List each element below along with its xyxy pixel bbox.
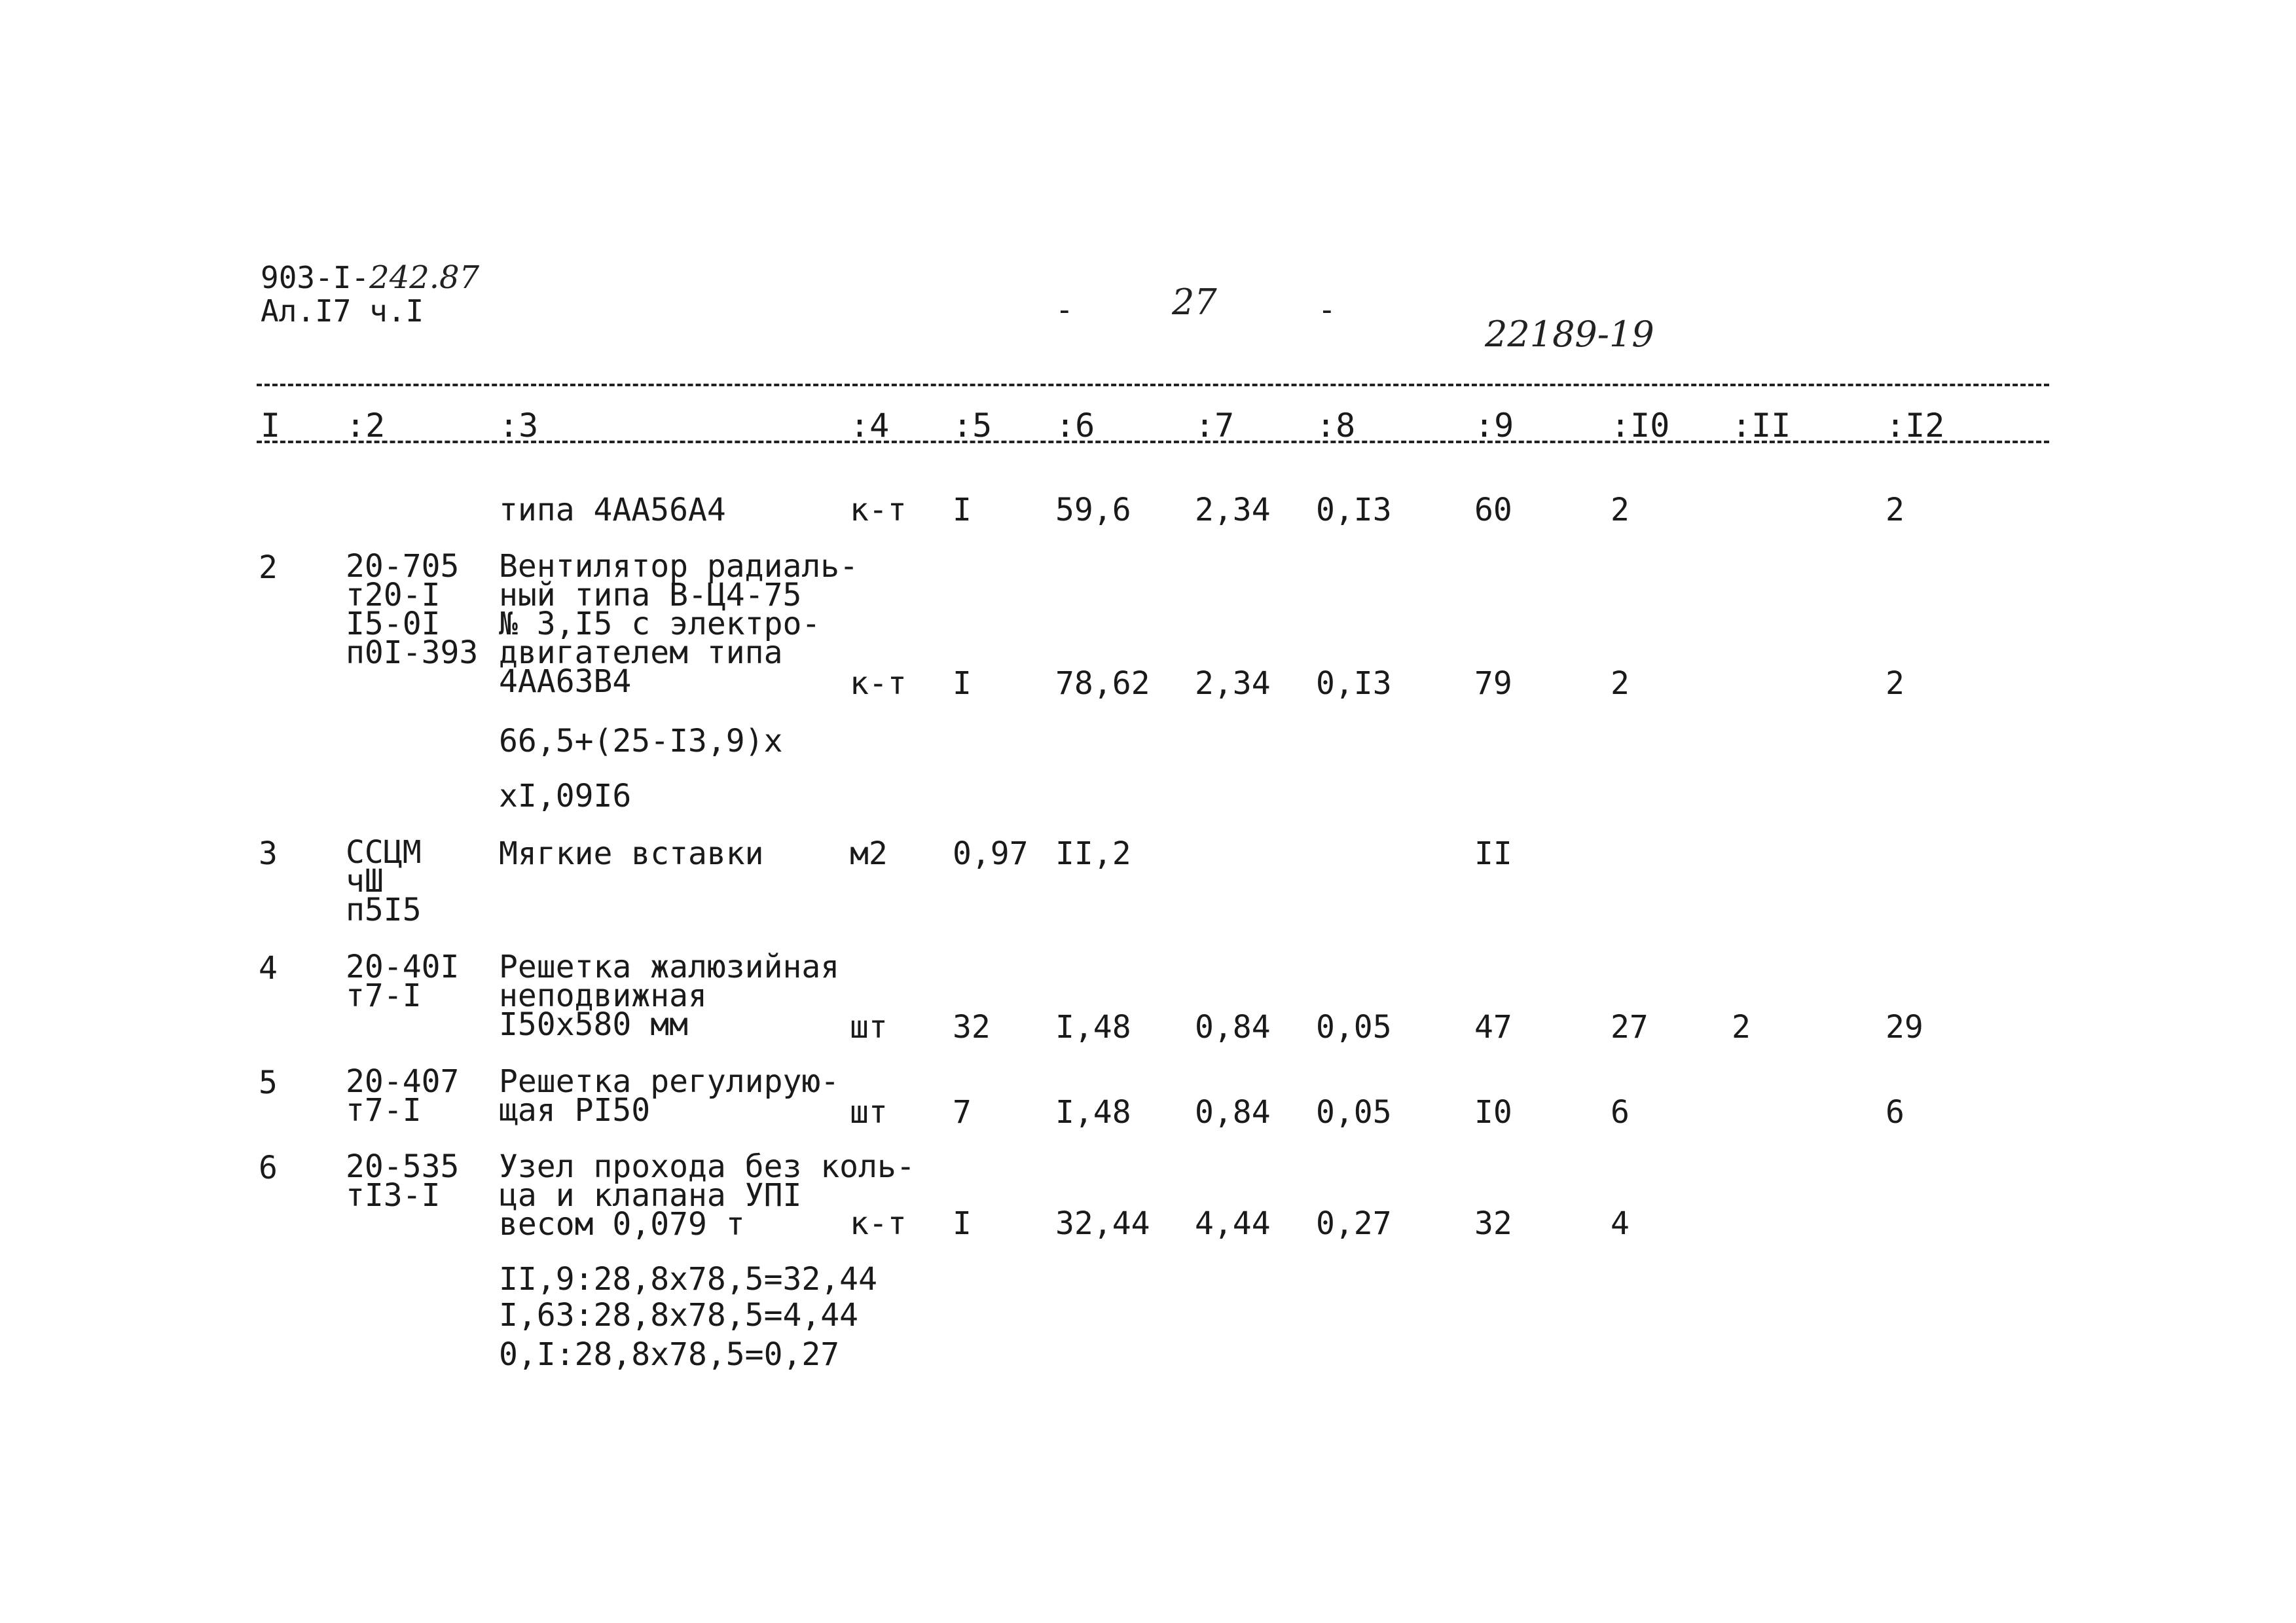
row-unit: шт [850,1094,888,1131]
row-code-line: 20-535 [346,1148,460,1185]
row-code-line: I5-0I [346,606,441,642]
row-description-line: Мягкие вставки [499,835,764,872]
row-col6: 32,44 [1055,1205,1150,1242]
row-col9: 79 [1474,665,1512,702]
row-code-line: 20-40I [346,949,460,985]
row-description-line: весом 0,079 т [499,1206,745,1243]
row-description-line: ный типа В-Ц4-75 [499,577,802,613]
row-col12: 2 [1886,665,1904,702]
row-code [346,1063,460,1129]
row-description-line: № 3,I5 с электро- [499,606,821,642]
row-col7: 2,34 [1195,492,1271,528]
row-code [346,949,460,1014]
col-header-1: I [261,407,281,445]
album-label: Ал.I7 ч.I [261,293,424,329]
document-code [261,259,480,296]
row-code [346,834,422,928]
row-number: 5 [259,1065,278,1101]
row-col10: 4 [1611,1205,1630,1242]
row-col6: 59,6 [1055,492,1131,528]
row-description-line: щая РI50 [499,1092,651,1129]
row-unit: к-т [850,665,907,702]
row-quantity: I [953,1205,972,1242]
row-col12: 29 [1886,1009,1923,1046]
row-description-line: Вентилятор радиаль- [499,548,859,585]
row-col10: 2 [1611,492,1630,528]
row-code-line: п5I5 [346,892,422,928]
col-header-10: :I0 [1611,407,1670,445]
row-quantity: I [953,492,972,528]
row-code [346,1148,460,1214]
row-col8: 0,27 [1316,1205,1392,1242]
page-number: 27 [1172,282,1217,323]
row-col8: 0,05 [1316,1009,1392,1046]
col-header-11: :II [1732,407,1791,445]
col-header-2: :2 [346,407,386,445]
col-header-8: :8 [1316,407,1356,445]
row-col7: 0,84 [1195,1009,1271,1046]
row-number: 4 [259,950,278,987]
row-quantity: I [953,665,972,702]
row-col9: 47 [1474,1009,1512,1046]
row-code-line: ССЦМ [346,834,422,871]
row-quantity: 7 [953,1094,972,1131]
col-header-7: :7 [1195,407,1235,445]
row-col6: I,48 [1055,1009,1131,1046]
row-code-line: т7-I [346,1092,422,1129]
row-calculation-line: II,9:28,8х78,5=32,44 [499,1261,877,1298]
header-top-rule [257,384,2049,386]
row-description-line: 4АА63В4 [499,663,632,700]
col-header-6: :6 [1055,407,1095,445]
row-description-line: Решетка жалюзийная [499,949,840,985]
row-unit: шт [850,1009,888,1046]
row-col10: 2 [1611,665,1630,702]
document-code-handwritten: 242.87 [369,259,480,296]
row-description-line: неподвижная [499,977,707,1014]
row-calculation-line: 66,5+(25-I3,9)х [499,723,783,759]
row-code [346,548,479,671]
row-quantity: 0,97 [953,835,1029,872]
page-dash-right: - [1318,292,1336,327]
row-col7: 4,44 [1195,1205,1271,1242]
row-col12: 6 [1886,1094,1904,1131]
row-col6: 78,62 [1055,665,1150,702]
row-col9: II [1474,835,1512,872]
document-code-printed: 903-I- [261,260,370,295]
row-col11: 2 [1732,1009,1751,1046]
row-description [499,949,840,1043]
row-unit: к-т [850,492,907,528]
row-number: 2 [259,549,278,586]
row-description-line: ца и клапана УПI [499,1177,802,1214]
row-col10: 27 [1611,1009,1649,1046]
col-header-5: :5 [953,407,993,445]
row-description-line: типа 4АА56А4 [499,492,726,528]
row-number: 6 [259,1150,278,1186]
row-code-line: т20-I [346,577,441,613]
inventory-number: 22189-19 [1485,314,1654,355]
row-code-line: чШ [346,863,384,900]
row-description [499,1063,840,1129]
row-code-line: 20-407 [346,1063,460,1100]
row-col9: 32 [1474,1205,1512,1242]
row-col7: 0,84 [1195,1094,1271,1131]
row-description-line: Решетка регулирую- [499,1063,840,1100]
row-code-line: т7-I [346,977,422,1014]
row-description [499,548,859,700]
row-col9: 60 [1474,492,1512,528]
row-col6: I,48 [1055,1094,1131,1131]
row-description-line: Узел прохода без коль- [499,1148,915,1185]
row-description-line: I50х580 мм [499,1006,688,1043]
row-col9: I0 [1474,1094,1512,1131]
row-col8: 0,05 [1316,1094,1392,1131]
row-col10: 6 [1611,1094,1630,1131]
row-unit: к-т [850,1205,907,1242]
row-col6: II,2 [1055,835,1131,872]
row-description-line: двигателем типа [499,634,783,671]
row-code-line: 20-705 [346,548,460,585]
row-col8: 0,I3 [1316,665,1392,702]
page-dash-left: - [1055,292,1074,327]
row-code-line: тI3-I [346,1177,441,1214]
row-unit: м2 [850,835,888,872]
row-code-line: п0I-393 [346,634,479,671]
col-header-9: :9 [1474,407,1514,445]
row-col8: 0,I3 [1316,492,1392,528]
col-header-12: :I2 [1886,407,1945,445]
row-col12: 2 [1886,492,1904,528]
row-quantity: 32 [953,1009,991,1046]
col-header-4: :4 [850,407,890,445]
row-number: 3 [259,835,278,872]
row-calculation-line: 0,I:28,8х78,5=0,27 [499,1336,840,1373]
col-header-3: :3 [499,407,539,445]
row-calculation-line: I,63:28,8х78,5=4,44 [499,1297,859,1334]
row-calculation-line: хI,09I6 [499,778,632,814]
row-col7: 2,34 [1195,665,1271,702]
